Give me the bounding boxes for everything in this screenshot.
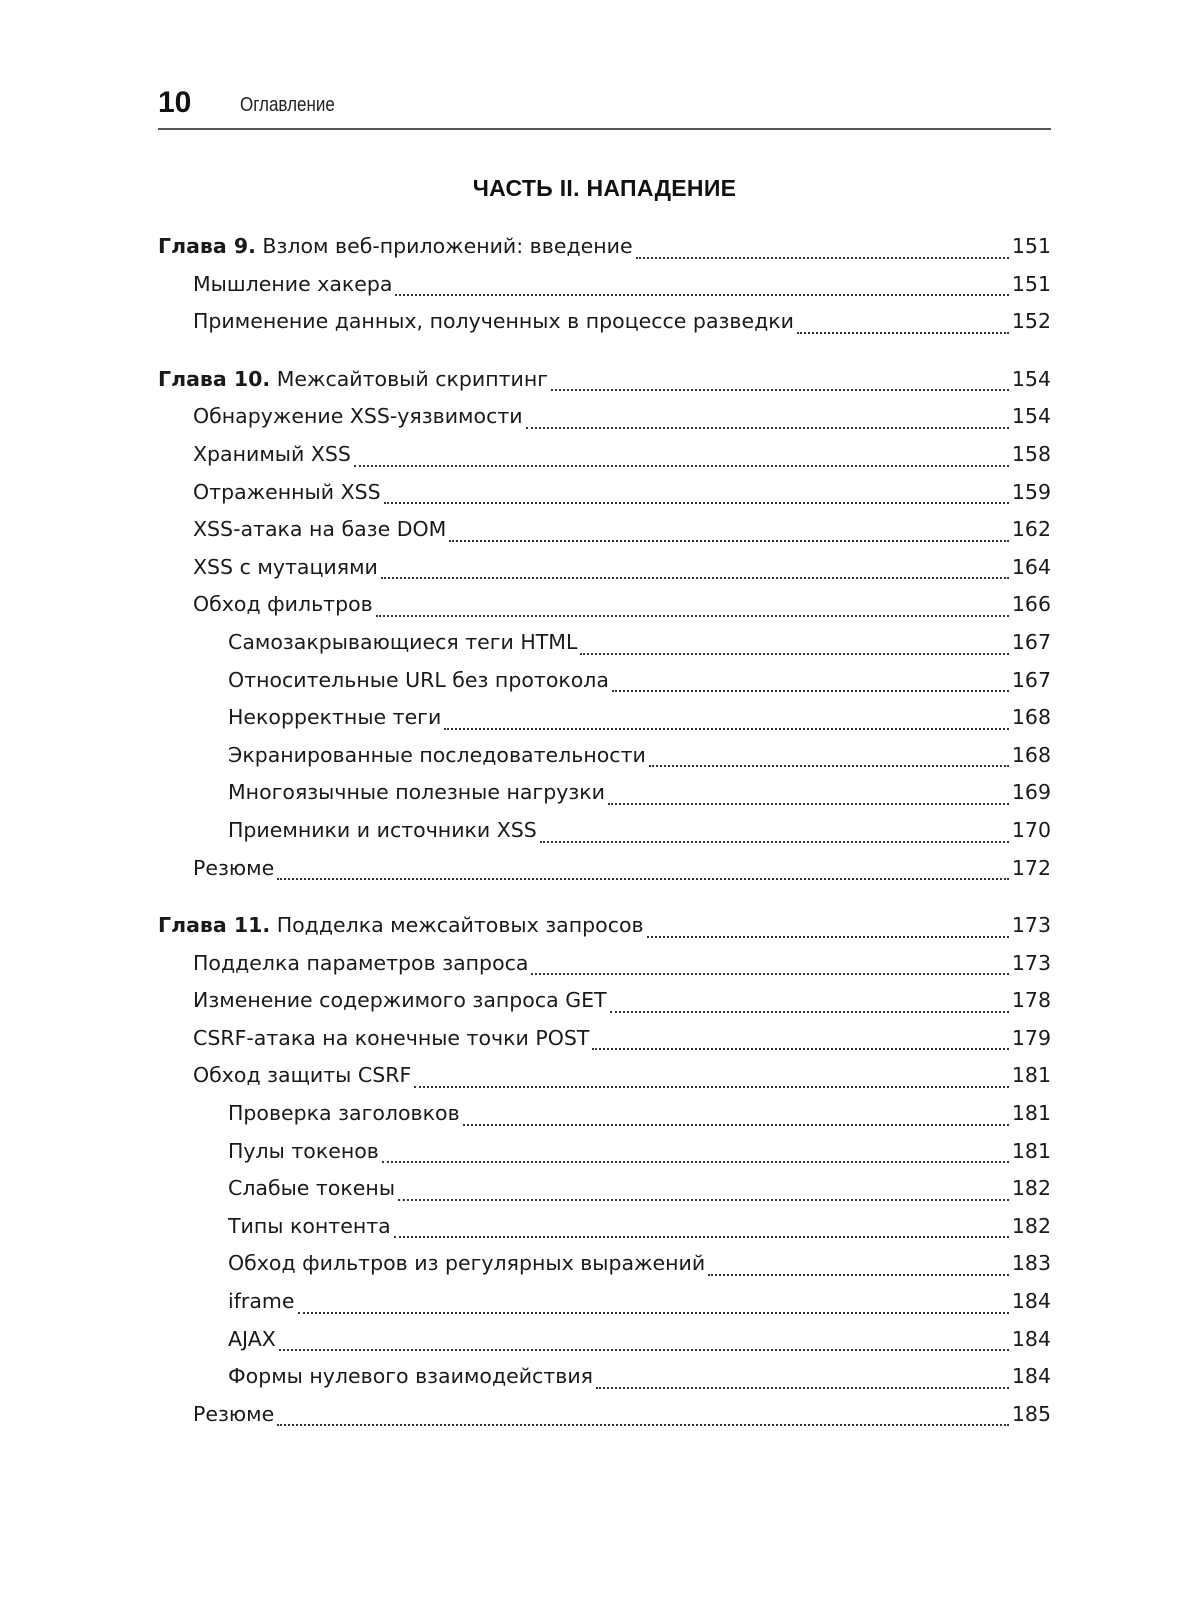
chapter-title: Подделка межсайтовых запросов xyxy=(270,913,644,938)
toc-chapter xyxy=(158,234,1051,272)
dot-leader xyxy=(596,1386,1009,1389)
dot-leader xyxy=(551,388,1009,391)
chapter-title: Взлом веб-приложений: введение xyxy=(255,234,633,258)
toc-chapter xyxy=(158,913,1051,951)
dot-leader xyxy=(449,539,1009,542)
toc-page-number: 167 xyxy=(1011,629,1051,654)
dot-leader xyxy=(612,689,1009,692)
toc-page-number: 166 xyxy=(1011,592,1051,617)
toc-page-number: 164 xyxy=(1011,554,1051,579)
toc-page-number: 173 xyxy=(1011,913,1051,938)
dot-leader xyxy=(526,426,1009,429)
toc-entry-title xyxy=(158,913,644,937)
toc-entry-title: CSRF-атака на конечные точки POST xyxy=(193,1025,590,1050)
part-title: ЧАСТЬ II. НАПАДЕНИЕ xyxy=(472,175,737,201)
toc-section xyxy=(158,1327,1051,1365)
toc-section xyxy=(158,272,1051,310)
toc-entry-title: Изменение содержимого запроса GET xyxy=(193,988,607,1013)
toc-section xyxy=(158,1139,1051,1177)
toc-page-number: 168 xyxy=(1011,705,1051,730)
dot-leader xyxy=(580,652,1008,655)
dot-leader xyxy=(414,1085,1009,1088)
chapter-prefix: Глава 10. xyxy=(158,366,271,391)
toc-entry-title: Приемники и источники XSS xyxy=(228,817,537,842)
toc-page-number: 170 xyxy=(1011,817,1051,842)
toc-section xyxy=(158,818,1051,856)
toc-section xyxy=(158,1176,1051,1214)
dot-leader xyxy=(608,802,1009,805)
toc-page-number: 181 xyxy=(1011,1101,1051,1126)
toc-entry-title: Проверка заголовков xyxy=(228,1101,460,1126)
toc-page-number: 179 xyxy=(1011,1025,1051,1050)
dot-leader xyxy=(382,1160,1009,1163)
toc-entry-title: Подделка параметров запроса xyxy=(193,950,529,975)
dot-leader xyxy=(398,1198,1009,1201)
toc-section xyxy=(158,1251,1051,1289)
toc-entry-title xyxy=(158,234,633,258)
toc-section xyxy=(158,1026,1051,1064)
toc-page-number: 168 xyxy=(1011,742,1051,767)
toc-section xyxy=(158,743,1051,781)
toc-page-number: 169 xyxy=(1011,780,1051,805)
toc-section xyxy=(158,988,1051,1026)
toc-entry-title: Применение данных, полученных в процессе разведки xyxy=(193,309,794,334)
dot-leader xyxy=(647,935,1009,938)
toc-page-number: 182 xyxy=(1011,1176,1051,1201)
toc-entry-title: Обнаружение XSS-уязвимости xyxy=(193,404,523,429)
toc-section xyxy=(158,1101,1051,1139)
toc-entry-title: XSS-атака на базе DOM xyxy=(193,517,447,542)
toc-section xyxy=(158,555,1051,593)
toc-page-number: 162 xyxy=(1011,517,1051,542)
running-title: Оглавление xyxy=(240,94,335,116)
dot-leader xyxy=(384,501,1009,504)
toc-page-number: 158 xyxy=(1011,441,1051,466)
dot-leader xyxy=(540,840,1009,843)
dot-leader xyxy=(444,727,1009,730)
toc-section xyxy=(158,309,1051,347)
toc-page-number: 184 xyxy=(1011,1364,1051,1389)
chapter-title: Межсайтовый скриптинг xyxy=(270,366,549,391)
toc-entry-title: Относительные URL без протокола xyxy=(228,667,609,692)
toc-page-number: 159 xyxy=(1011,479,1051,504)
toc-section xyxy=(158,404,1051,442)
toc-section xyxy=(158,630,1051,668)
dot-leader xyxy=(279,1348,1009,1351)
dot-leader xyxy=(797,331,1009,334)
toc-page-number: 184 xyxy=(1011,1289,1051,1314)
dot-leader xyxy=(394,1235,1009,1238)
toc-entry-title xyxy=(158,367,548,391)
toc-chapter xyxy=(158,367,1051,405)
toc-page-number: 167 xyxy=(1011,667,1051,692)
toc-entry-title: Резюме xyxy=(193,855,275,880)
dot-leader xyxy=(298,1311,1009,1314)
toc-section xyxy=(158,705,1051,743)
toc-section xyxy=(158,951,1051,989)
toc-entry-title: Слабые токены xyxy=(228,1176,396,1201)
toc-page-number: 184 xyxy=(1011,1326,1051,1351)
toc-section xyxy=(158,1289,1051,1327)
toc-page-number: 173 xyxy=(1011,950,1051,975)
toc-page-number: 154 xyxy=(1011,404,1051,429)
dot-leader xyxy=(376,614,1009,617)
toc-entry-title: Обход фильтров xyxy=(193,592,373,617)
toc-entry-title: Пулы токенов xyxy=(228,1138,379,1163)
toc-section xyxy=(158,780,1051,818)
toc-section xyxy=(158,442,1051,480)
dot-leader xyxy=(463,1123,1009,1126)
dot-leader xyxy=(277,877,1009,880)
dot-leader xyxy=(636,256,1009,259)
dot-leader xyxy=(531,972,1008,975)
toc-entry-title: Формы нулевого взаимодействия xyxy=(228,1364,594,1389)
toc-page-number: 178 xyxy=(1011,988,1051,1013)
dot-leader xyxy=(649,764,1009,767)
dot-leader xyxy=(708,1273,1009,1276)
toc-entry-title: XSS с мутациями xyxy=(193,554,378,579)
toc-page-number: 185 xyxy=(1011,1401,1051,1426)
page-number: 10 xyxy=(158,86,192,119)
toc-section xyxy=(158,480,1051,518)
dot-leader xyxy=(277,1423,1009,1426)
dot-leader xyxy=(395,293,1008,296)
chapter-prefix: Глава 9. xyxy=(158,234,256,258)
toc-entry-title: Самозакрывающиеся теги HTML xyxy=(228,629,578,654)
toc-entry-title: AJAX xyxy=(228,1326,276,1351)
toc-page-number: 183 xyxy=(1011,1251,1051,1276)
toc-entry-title: iframe xyxy=(228,1289,295,1314)
dot-leader xyxy=(610,1010,1009,1013)
toc-section xyxy=(158,592,1051,630)
toc-section xyxy=(158,1364,1051,1402)
toc-section xyxy=(158,1214,1051,1252)
page-header xyxy=(158,82,1051,130)
toc-section xyxy=(158,1063,1051,1101)
toc-section xyxy=(158,668,1051,706)
toc-page-number: 154 xyxy=(1011,366,1051,391)
toc-section xyxy=(158,517,1051,555)
toc-entry-title: Обход фильтров из регулярных выражений xyxy=(228,1251,706,1276)
dot-leader xyxy=(592,1047,1008,1050)
toc-entry-title: Типы контента xyxy=(228,1213,391,1238)
toc-page-number: 181 xyxy=(1011,1138,1051,1163)
toc-page-number: 151 xyxy=(1011,271,1051,296)
toc-entry-title: Отраженный XSS xyxy=(193,479,381,504)
toc-page-number: 151 xyxy=(1011,234,1051,258)
toc-entry-title: Многоязычные полезные нагрузки xyxy=(228,780,605,805)
toc-entry-title: Резюме xyxy=(193,1401,275,1426)
toc-page-number: 182 xyxy=(1011,1213,1051,1238)
dot-leader xyxy=(354,464,1009,467)
toc-page-number: 172 xyxy=(1011,855,1051,880)
toc-section xyxy=(158,1402,1051,1440)
toc-section xyxy=(158,856,1051,894)
toc-entry-title: Экранированные последовательности xyxy=(228,742,646,767)
toc-entry-title: Обход защиты CSRF xyxy=(193,1063,412,1088)
toc-entry-title: Хранимый XSS xyxy=(193,441,351,466)
dot-leader xyxy=(381,576,1009,579)
toc-entry-title: Мышление хакера xyxy=(193,271,393,296)
table-of-contents xyxy=(158,234,1051,1439)
toc-page-number: 181 xyxy=(1011,1063,1051,1088)
toc-page-number: 152 xyxy=(1011,309,1051,334)
toc-entry-title: Некорректные теги xyxy=(228,705,442,730)
chapter-prefix: Глава 11. xyxy=(158,913,271,938)
